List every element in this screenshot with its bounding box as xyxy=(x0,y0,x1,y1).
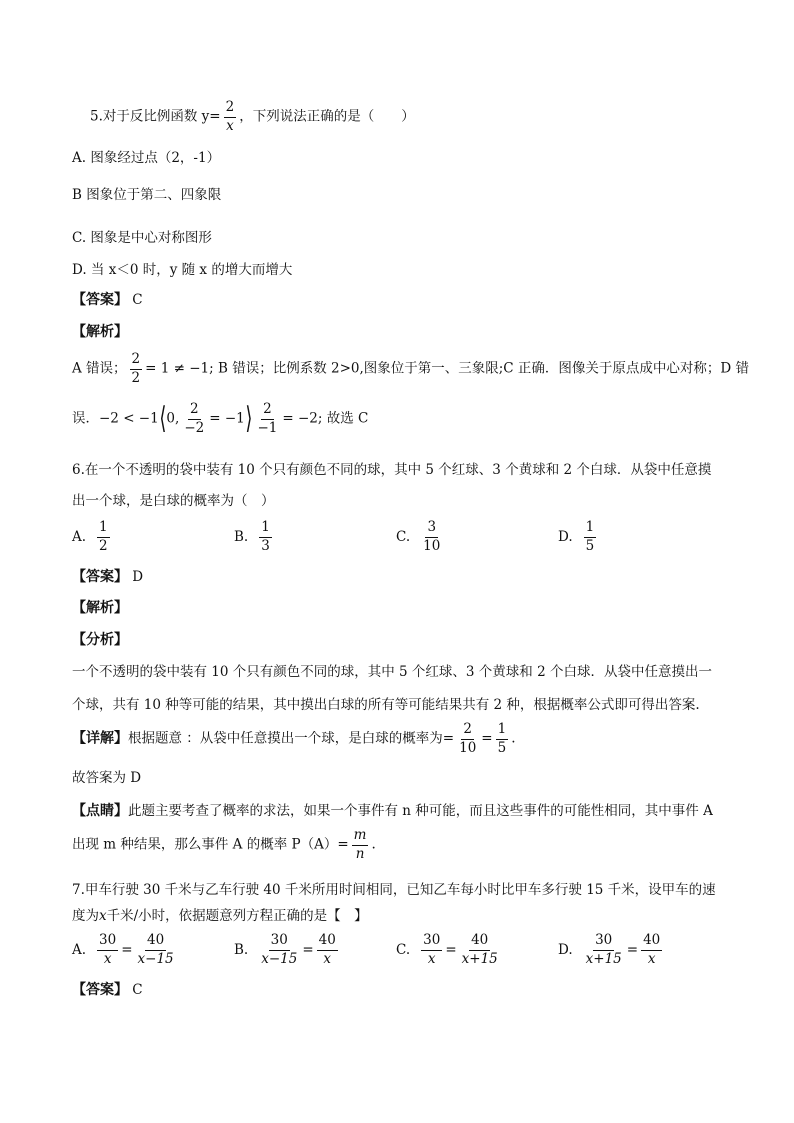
q6-xiangjie xyxy=(72,722,516,756)
q5-option-b: B 图象位于第二、四象限 xyxy=(72,187,222,203)
frac-num: 2 xyxy=(461,722,474,740)
q6-dianjing-text2: 出现 m 种结果，那么事件 A 的概率 P（A）= xyxy=(72,836,349,853)
right-angle-bracket-icon: ⟩ xyxy=(245,401,253,437)
q5-analysis-l1-start: A 错误； xyxy=(72,360,127,377)
q5-analysis-line2 xyxy=(72,402,368,436)
q5-option-c: C. 图象是中心对称图形 xyxy=(72,230,212,246)
q6-dianjing-frac xyxy=(352,828,369,862)
frac-num: 40 xyxy=(641,933,662,951)
q7-stem-suffix: 千米/小时，依据题意列方程正确的是【 】 xyxy=(106,908,368,924)
q6-option-b xyxy=(234,520,275,554)
q7-right-fraction xyxy=(460,933,500,967)
equals-sign: = xyxy=(626,941,639,958)
q6-dianjing-line2 xyxy=(72,828,376,862)
equals-sign: = xyxy=(302,941,314,958)
q6-xiangjie-frac1 xyxy=(457,722,478,756)
frac-den: 3 xyxy=(261,537,270,554)
q5-analysis-line1 xyxy=(72,352,749,386)
q5-frac-num: 2 xyxy=(224,100,237,118)
frac-den: x−15 xyxy=(261,950,298,967)
q6-dianjing-end: . xyxy=(371,836,376,853)
q6-xiangjie-text: 根据题意 ：从袋中任意摸出一个球，是白球的概率为= xyxy=(128,730,455,747)
q5-a1-frac-num: 2 xyxy=(130,352,143,370)
q6-answer xyxy=(72,569,143,586)
q5-a2-frac2 xyxy=(255,402,279,436)
frac-num: 3 xyxy=(425,520,438,538)
q5-stem xyxy=(90,100,415,134)
q5-a2-mid1: 0, xyxy=(166,410,180,427)
q6-fenxi-line2: 个球，共有 10 种等可能的结果，其中摸出白球的所有等可能结果共有 2 种，根据概率公式即可得出答案. xyxy=(72,697,700,713)
q5-fraction xyxy=(224,100,237,134)
q6-fenxi-tag: 【分析】 xyxy=(72,632,128,648)
q5-option-a: A. 图象经过点（2，-1） xyxy=(72,150,221,166)
q6-dianjing-text1: 此题主要考查了概率的求法，如果一个事件有 n 种可能，而且这些事件的可能性相同，其中事件 A xyxy=(128,803,713,819)
equals-sign: = xyxy=(445,941,457,958)
q5-a2-start: 误．−2 < −1 xyxy=(72,410,159,427)
left-angle-bracket-icon: ⟨ xyxy=(159,401,167,437)
q5-a2-frac2-num: 2 xyxy=(261,402,274,420)
frac-den: x xyxy=(323,950,332,967)
q5-answer xyxy=(72,292,143,309)
q6-analysis-tag: 【解析】 xyxy=(72,600,128,616)
q5-a2-end: = −2; 故选 C xyxy=(282,410,369,427)
q7-left-fraction xyxy=(97,933,118,967)
q6-option-a xyxy=(72,520,113,554)
q7-left-fraction xyxy=(584,933,624,967)
q6-conclusion: 故答案为 D xyxy=(72,770,142,786)
q7-option-label: C. xyxy=(396,941,411,958)
q7-answer-tag: 【答案】 xyxy=(72,982,128,998)
q6-option-c xyxy=(396,520,445,554)
q5-a2-frac1 xyxy=(182,402,206,436)
frac-num: m xyxy=(352,828,369,846)
q6-option-label: C. xyxy=(396,528,411,545)
q6-answer-value: D xyxy=(132,569,144,585)
q6-xiangjie-frac2 xyxy=(496,722,509,756)
q5-a2-frac2-den: −1 xyxy=(257,419,278,436)
frac-den: x+15 xyxy=(461,950,498,967)
q7-option-c xyxy=(396,933,503,967)
q6-xiangjie-eq: = xyxy=(481,730,493,747)
q5-a1-frac-den: 2 xyxy=(131,369,141,386)
q5-analysis-l1-frac xyxy=(130,352,143,386)
q5-analysis-l1-rest: ; B 错误；比例系数 2>0,图象位于第一、三象限;C 正确．图像关于原点成中心对称；D 错 xyxy=(209,360,750,377)
q5-a2-mid2: = −1 xyxy=(209,410,245,427)
q7-right-fraction xyxy=(136,933,176,967)
q5-frac-den: x xyxy=(226,117,234,134)
frac-den: x xyxy=(427,950,436,967)
frac-den: 10 xyxy=(423,537,441,554)
q7-stem-line1: 7.甲车行驶 30 千米与乙车行驶 40 千米所用时间相同，已知乙车每小时比甲车多行驶 15 千米，设甲车的速 xyxy=(72,882,716,898)
frac-den: n xyxy=(355,845,365,862)
frac-den: 2 xyxy=(99,537,108,554)
frac-num: 30 xyxy=(593,933,614,951)
q6-xiangjie-end: . xyxy=(511,730,516,747)
q6-dianjing-tag: 【点睛】 xyxy=(72,803,128,819)
frac-num: 1 xyxy=(97,520,110,538)
q5-answer-tag: 【答案】 xyxy=(72,292,128,308)
q7-answer-value: C xyxy=(132,982,143,998)
q6-option-label: D. xyxy=(558,528,573,545)
q7-answer xyxy=(72,982,143,999)
q6-option-fraction xyxy=(421,520,442,554)
q7-left-fraction xyxy=(259,933,299,967)
equals-sign: = xyxy=(121,941,133,958)
q6-dianjing-line1 xyxy=(72,803,713,820)
q5-answer-value: C xyxy=(132,292,143,308)
q6-option-fraction xyxy=(259,520,272,554)
frac-den: x−15 xyxy=(137,950,174,967)
q5-a2-frac1-num: 2 xyxy=(188,402,201,420)
q5-a2-frac1-den: −2 xyxy=(184,419,205,436)
q7-option-label: D. xyxy=(558,941,573,958)
frac-den: x+15 xyxy=(585,950,622,967)
q6-fenxi-line1: 一个不透明的袋中装有 10 个只有颜色不同的球，其中 5 个红球、3 个黄球和 2 个白球．从袋中任意摸出一 xyxy=(72,664,712,680)
q6-option-label: A. xyxy=(72,528,87,545)
frac-num: 1 xyxy=(259,520,272,538)
q7-option-d xyxy=(558,933,665,967)
q6-stem-line2: 出一个球，是白球的概率为（ ） xyxy=(72,493,275,509)
q5-option-d: D. 当 x＜0 时，y 随 x 的增大而增大 xyxy=(72,262,293,278)
frac-den: 10 xyxy=(459,739,477,756)
q5-stem-prefix: 5.对于反比例函数 y= xyxy=(90,108,221,125)
q7-right-fraction xyxy=(641,933,662,967)
q7-left-fraction xyxy=(421,933,442,967)
q7-option-label: B. xyxy=(234,941,249,958)
frac-num: 40 xyxy=(317,933,338,951)
frac-num: 1 xyxy=(584,520,597,538)
frac-num: 1 xyxy=(496,722,509,740)
frac-num: 30 xyxy=(421,933,442,951)
q5-stem-suffix: ，下列说法正确的是（ ） xyxy=(239,108,415,125)
q7-option-label: A. xyxy=(72,941,87,958)
frac-den: 5 xyxy=(497,739,507,756)
q5-analysis-tag: 【解析】 xyxy=(72,324,128,340)
q6-option-fraction xyxy=(97,520,110,554)
frac-num: 30 xyxy=(97,933,118,951)
q7-right-fraction xyxy=(317,933,338,967)
q6-option-fraction xyxy=(584,520,597,554)
q7-option-b xyxy=(234,933,341,967)
q7-variable: x xyxy=(99,908,107,924)
frac-num: 40 xyxy=(145,933,166,951)
q6-stem-line1: 6.在一个不透明的袋中装有 10 个只有颜色不同的球，其中 5 个红球、3 个黄球和 2 个白球．从袋中任意摸 xyxy=(72,462,712,478)
q7-stem-line2 xyxy=(72,908,368,924)
q6-option-d xyxy=(558,520,599,554)
frac-num: 40 xyxy=(469,933,490,951)
q6-answer-tag: 【答案】 xyxy=(72,569,128,585)
q5-analysis-l1-after: = 1 ≠ −1 xyxy=(145,360,210,377)
q6-xiangjie-tag: 【详解】 xyxy=(72,730,128,747)
q7-stem-prefix: 度为 xyxy=(72,908,99,924)
frac-den: x xyxy=(647,950,656,967)
frac-den: x xyxy=(103,950,112,967)
frac-num: 30 xyxy=(269,933,290,951)
q6-option-label: B. xyxy=(234,528,249,545)
q7-option-a xyxy=(72,933,179,967)
frac-den: 5 xyxy=(585,537,595,554)
